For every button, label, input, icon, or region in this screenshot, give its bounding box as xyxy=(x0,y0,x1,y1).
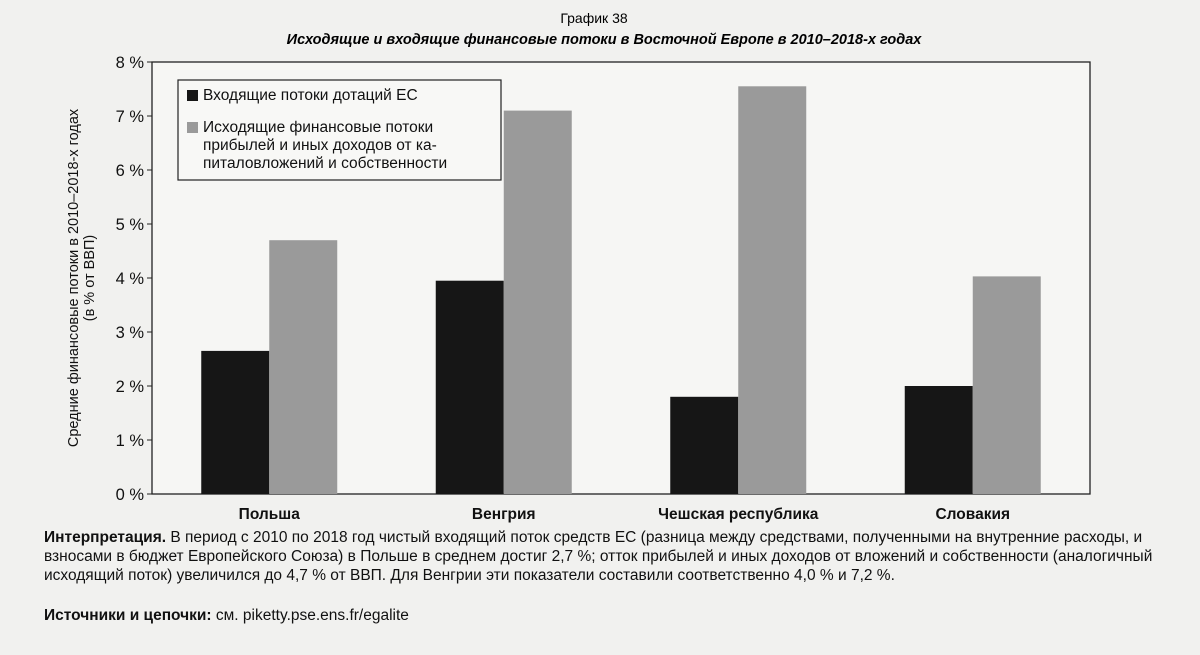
x-category-label: Словакия xyxy=(935,506,1011,523)
y-tick-label: 4 % xyxy=(115,270,144,288)
interpretation-caption xyxy=(44,528,1174,585)
bar-profit-outflows xyxy=(504,111,572,494)
bar-eu-inflows xyxy=(436,281,504,494)
caption-text: В период с 2010 по 2018 год чистый входящий поток средств ЕС (разница между средствами, полученными на внутренние расходы, и взносами в бюджет Европейского Союза) в Польше в среднем достиг 2,7 %; отток прибылей и иных доходов от вложений и собственности (аналогичный исходящий поток) увеличился до 4,7 % от ВВП. Для Венгрии эти показатели составили соответственно 4,0 % и 7,2 %. xyxy=(44,529,1153,584)
y-tick-label: 3 % xyxy=(115,324,144,342)
legend-label: Входящие потоки дотаций ЕС xyxy=(203,87,418,104)
bar-eu-inflows xyxy=(670,397,738,494)
y-tick-label: 1 % xyxy=(115,432,144,450)
sources-lead: Источники и цепочки: xyxy=(44,607,212,624)
legend-swatch xyxy=(187,122,198,133)
x-category-label: Чешская республика xyxy=(658,506,819,523)
y-tick-label: 0 % xyxy=(115,486,144,504)
legend-label: питаловложений и собственности xyxy=(203,155,448,172)
bar-profit-outflows xyxy=(973,276,1041,494)
sources-line xyxy=(44,606,1174,625)
y-axis-label-line: (в % от ВВП) xyxy=(82,234,98,322)
y-tick-label: 5 % xyxy=(115,216,144,234)
legend-label: Исходящие финансовые потоки xyxy=(203,119,434,136)
y-tick-label: 7 % xyxy=(115,108,144,126)
y-axis-label-line: Средние финансовые потоки в 2010–2018-х годах xyxy=(66,108,82,448)
legend-swatch xyxy=(187,90,198,101)
y-tick-label: 8 % xyxy=(115,54,144,72)
bar-eu-inflows xyxy=(201,351,269,494)
y-tick-label: 6 % xyxy=(115,162,144,180)
sources-text: см. piketty.pse.ens.fr/egalite xyxy=(211,607,409,624)
bar-profit-outflows xyxy=(738,86,806,494)
x-category-label: Польша xyxy=(238,506,300,523)
caption-lead: Интерпретация. xyxy=(44,529,167,546)
y-axis-label xyxy=(66,108,98,447)
bar-profit-outflows xyxy=(269,240,337,494)
x-category-label: Венгрия xyxy=(471,506,536,523)
figure-number: График 38 xyxy=(560,10,628,26)
bar-eu-inflows xyxy=(905,386,973,494)
legend-label: прибылей и иных доходов от ка- xyxy=(203,137,437,154)
y-tick-label: 2 % xyxy=(115,378,144,396)
chart-title: Исходящие и входящие финансовые потоки в Восточной Европе в 2010–2018-х годах xyxy=(286,32,922,48)
